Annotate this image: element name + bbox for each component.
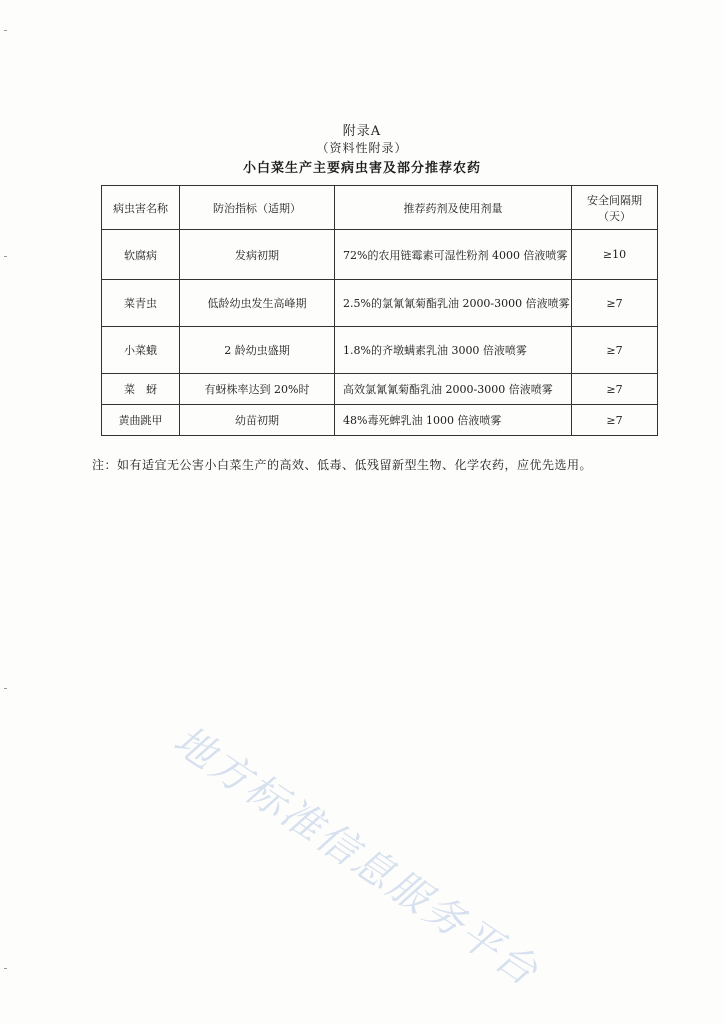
pest-name: 小菜蛾 <box>102 327 180 374</box>
scan-edge-mark <box>4 256 7 257</box>
scan-edge-mark <box>4 30 7 31</box>
pest-name: 软腐病 <box>102 230 180 280</box>
table-row <box>102 230 658 280</box>
scan-edge-mark <box>4 968 7 969</box>
recommended-drug: 1.8%的齐墩螨素乳油 3000 倍液喷雾 <box>335 327 572 374</box>
recommended-drug: 48%毒死蜱乳油 1000 倍液喷雾 <box>335 405 572 436</box>
col-header-drug: 推荐药剂及使用剂量 <box>335 186 572 230</box>
table-header-row <box>102 186 658 230</box>
control-timing: 发病初期 <box>180 230 335 280</box>
table-footnote: 注：如有适宜无公害小白菜生产的高效、低毒、低残留新型生物、化学农药，应优先选用。 <box>92 458 593 472</box>
recommended-drug: 72%的农用链霉素可湿性粉剂 4000 倍液喷雾 <box>335 230 572 280</box>
control-timing: 幼苗初期 <box>180 405 335 436</box>
pest-name: 菜 蚜 <box>102 374 180 405</box>
appendix-type: （资料性附录） <box>316 141 408 155</box>
col-header-interval-unit: （天） <box>598 209 631 223</box>
table-row <box>102 405 658 436</box>
col-header-interval-label: 安全间隔期 <box>587 193 642 207</box>
control-timing: 2 龄幼虫盛期 <box>180 327 335 374</box>
scan-edge-mark <box>4 688 7 689</box>
col-header-pest: 病虫害名称 <box>102 186 180 230</box>
safety-interval: ≥7 <box>572 280 658 327</box>
col-header-interval <box>572 186 658 230</box>
table-row <box>102 374 658 405</box>
safety-interval: ≥7 <box>572 405 658 436</box>
control-timing: 有蚜株率达到 20%时 <box>180 374 335 405</box>
pest-name: 菜青虫 <box>102 280 180 327</box>
safety-interval: ≥7 <box>572 374 658 405</box>
appendix-heading: 附录A <box>342 124 382 139</box>
table-row <box>102 327 658 374</box>
safety-interval: ≥10 <box>572 230 658 280</box>
appendix-title: 小白菜生产主要病虫害及部分推荐农药 <box>242 161 481 176</box>
control-timing: 低龄幼虫发生高峰期 <box>180 280 335 327</box>
table-row <box>102 280 658 327</box>
safety-interval: ≥7 <box>572 327 658 374</box>
pest-name: 黄曲跳甲 <box>102 405 180 436</box>
pesticide-table <box>101 185 658 436</box>
col-header-timing: 防治指标（适期） <box>180 186 335 230</box>
watermark-text: 地方标准信息服务平台 <box>165 717 548 996</box>
recommended-drug: 高效氯氰氰菊酯乳油 2000-3000 倍液喷雾 <box>335 374 572 405</box>
recommended-drug: 2.5%的氯氰氰菊酯乳油 2000-3000 倍液喷雾 <box>335 280 572 327</box>
